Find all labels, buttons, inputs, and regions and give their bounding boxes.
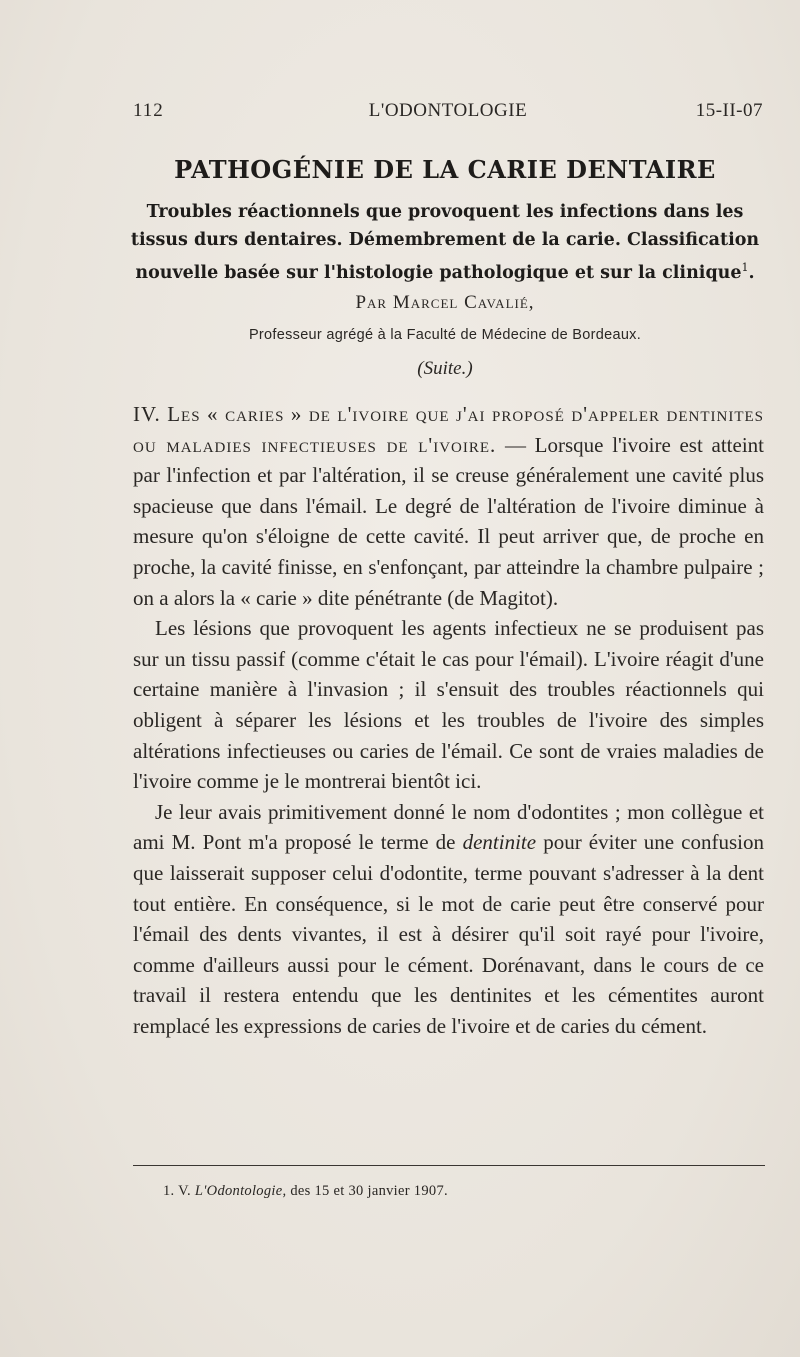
footnote <box>163 1183 763 1200</box>
section-heading: IV. Les « caries » de l'ivoire que j'ai proposé d'appeler dentinites ou maladies infectieuses de l'ivoire. <box>133 402 764 457</box>
paragraph-3-text-a: Je leur avais primitivement donné le nom d'odontites ; mon collègue et ami M. Pont m'a proposé le terme de <box>133 799 764 855</box>
paragraph-1 <box>133 399 764 613</box>
footnote-rule <box>133 1165 765 1166</box>
issue-date: 15-II-07 <box>695 100 763 121</box>
paragraph-2: Les lésions que provoquent les agents infectieux ne se produisent pas sur un tissu passif (comme c'était le cas pour l'émail). L'ivoire réagit d'une certaine manière à l'invasion ; il s'ensuit des troubles réactionnels qui obligent à séparer les lésions et les troubles de l'ivoire des simples altérations infectieuses ou caries de l'émail. Ce sont de vraies maladies de l'ivoire comme je le montrerai bientôt ici. <box>133 616 764 794</box>
article-body <box>133 399 764 1041</box>
continuation-note: (Suite.) <box>417 358 473 379</box>
term-dentinite: dentinite <box>462 830 537 855</box>
author-affiliation: Professeur agrégé à la Faculté de Médecine de Bordeaux. <box>248 327 642 343</box>
journal-title: L'ODONTOLOGIE <box>368 100 528 121</box>
paragraph-3-text-b: pour éviter une confusion que laisserait supposer celui d'odontite, terme pouvant s'adresser à la dent tout entière. En conséquence, si le mot de carie peut être conservé pour l'émail des dents vivantes, il est à désirer qu'il soit rayé pour l'ivoire, comme d'ailleurs aussi pour le cément. Dorénavant, dans le cours de ce travail il restera entendu que les dentinites et les cémentites auront remplacé les expressions de caries de l'ivoire et de caries du cément. <box>133 830 764 1038</box>
footnote-text-a: V. <box>174 1183 195 1199</box>
footnote-marker: 1 <box>741 261 749 274</box>
footnote-number: 1. <box>163 1183 175 1199</box>
paragraph-1-text: — Lorsque l'ivoire est atteint par l'infection et par l'altération, il se creuse généralement une cavité plus spacieuse que dans l'émail. Le degré de l'altération de l'ivoire diminue à mesure qu'on s'éloigne de cette cavité. Il peut arriver que, de proche en proche, la cavité finisse, en s'enfonçant, par atteindre la chambre pulpaire ; on a alors la « carie » dite pénétrante (de Magitot). <box>133 432 764 610</box>
running-header <box>133 100 763 128</box>
page-number: 112 <box>133 100 164 121</box>
footnote-text-b: des 15 et 30 janvier 1907. <box>286 1183 448 1199</box>
article-subtitle: Troubles réactionnels que provoquent les infections dans les tissus durs dentaires. Démembrement de la carie. Classification nouvelle basée sur l'histologie pathologique et sur la clinique$^1$. <box>130 202 760 283</box>
footnote-journal: L'Odontologie, <box>194 1183 287 1199</box>
paragraph-3 <box>133 797 764 1042</box>
author-line: Par Marcel Cavalié, <box>355 292 535 313</box>
subtitle-text: Troubles réactionnels que provoquent les infections dans les tissus durs dentaires. Démembrement de la carie. Classification nouvelle basée sur l'histologie pathologique et sur la clinique <box>130 202 760 283</box>
article-title: PATHOGÉNIE DE LA CARIE DENTAIRE <box>174 155 716 184</box>
